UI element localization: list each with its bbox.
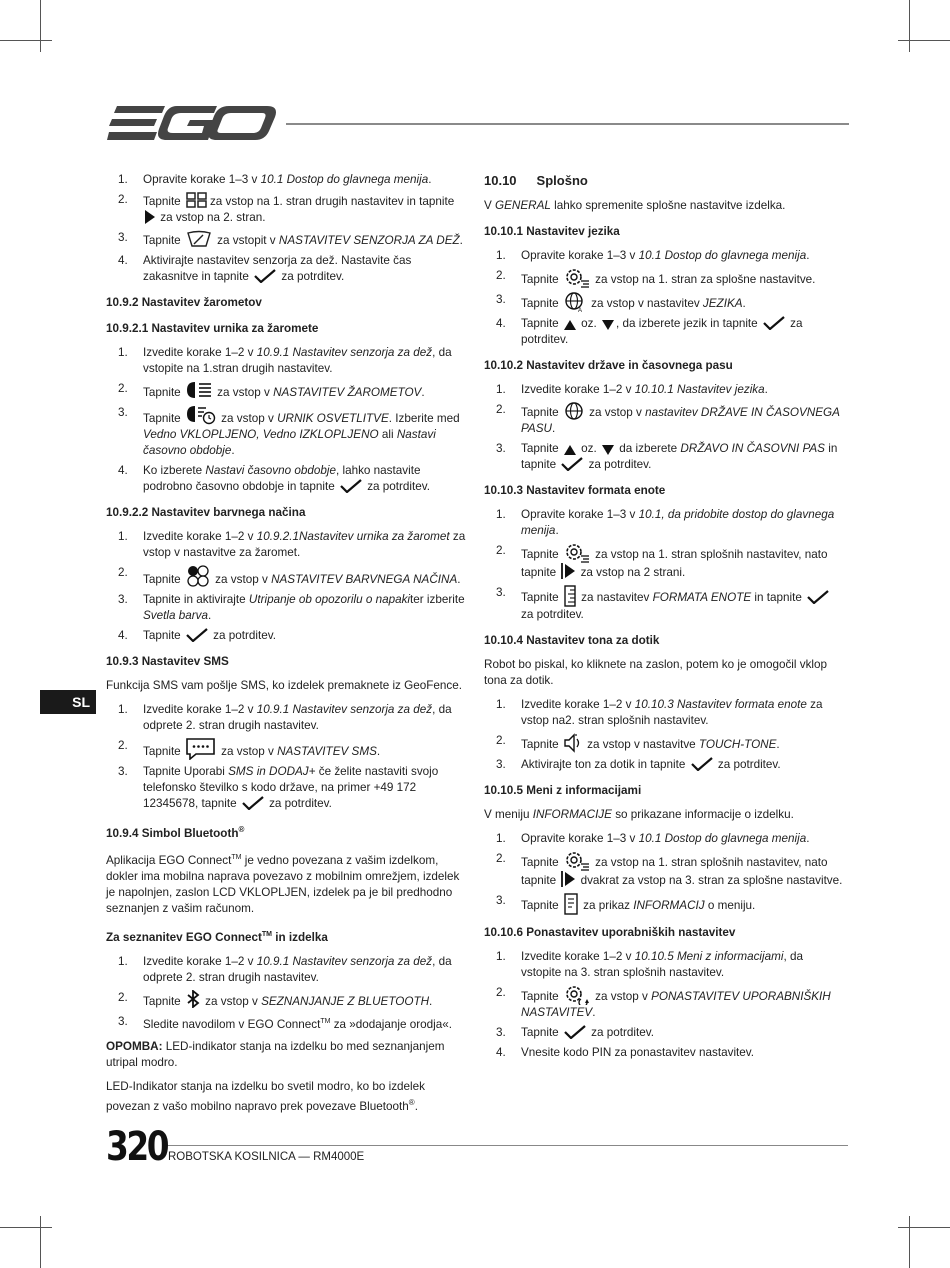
page-number: 320	[106, 1124, 168, 1170]
checkmark-icon	[254, 269, 276, 283]
svg-text:A: A	[577, 308, 582, 312]
general-settings-icon	[564, 268, 590, 288]
info-menu-list	[484, 831, 846, 915]
list-item: 4. Tapnite oz. , da izberete jezik in tapnite za potrditev.	[496, 317, 803, 346]
section-heading: 10.9.4 Simbol Bluetooth®	[106, 825, 245, 840]
headlight-timer-icon	[186, 405, 216, 425]
globe-icon	[564, 292, 586, 312]
paragraph: V meniju INFORMACIJE so prikazane informacije o izdelku.	[484, 808, 794, 821]
checkmark-icon	[186, 628, 208, 642]
list-item: 1. Izvedite korake 1–2 v 10.10.3 Nastavitev formata enote za vstop na2. stran splošnih nastavitev.	[496, 698, 823, 727]
list-item: 3. Sledite navodilom v EGO Connect™ za »dodajanje orodja«.	[118, 1014, 452, 1031]
touch-tone-list	[484, 697, 846, 773]
list-item: 1. Opravite korake 1–3 v 10.1 Dostop do glavnega menija.	[118, 173, 432, 186]
list-item: 4. Vnesite kodo PIN za ponastavitev nastavitev.	[496, 1046, 755, 1059]
list-item: 1. Opravite korake 1–3 v 10.1, da pridobite dostop do glavnega menija.	[496, 508, 835, 537]
header-rule	[286, 123, 849, 125]
next-page-icon	[561, 563, 575, 579]
left-column	[106, 172, 468, 1122]
list-item: 2. Tapnite za vstop na 1. stran drugih nastavitev in tapnite za vstop na 2. stran.	[118, 193, 455, 224]
section-heading: Za seznanitev EGO Connect™ in izdelka	[106, 930, 328, 944]
sms-icon	[186, 738, 216, 760]
note-paragraph: OPOMBA: LED-indikator stanja na izdelku bo med seznanjanjem utripal modro.	[106, 1039, 445, 1069]
list-item: 1. Izvedite korake 1–2 v 10.9.1 Nastavitev senzorja za dež, da vstopite na 1.stran drugih nastavitev.	[118, 346, 452, 375]
list-item: 1. Izvedite korake 1–2 v 10.9.1 Nastavitev senzorja za dež, da odprete 2. stran drugih nastavitev.	[118, 703, 452, 732]
grid-icon	[186, 192, 208, 208]
list-item: 1. Izvedite korake 1–2 v 10.9.1 Nastavitev senzorja za dež, da odprete 2. stran drugih nastavitev.	[118, 954, 452, 984]
list-item: 2. Tapnite za vstop na 1. stran splošnih nastavitev, nato tapnite dvakrat za vstop na 3. stran za splošne nastavitve.	[496, 852, 843, 887]
section-heading: 10.9.2.2 Nastavitev barvnega načina	[106, 506, 306, 519]
list-item: 2. Tapnite za vstop na 1. stran za splošne nastavitve.	[496, 269, 816, 286]
list-item: 4. Ko izberete Nastavi časovno obdobje, lahko nastavite podrobno časovno obdobje in tapnite za potrditev.	[118, 464, 430, 493]
paragraph: Aplikacija EGO Connect™ je vedno povezana z vašim izdelkom, dokler ima mobilna naprava povezavo z mobilnim omrežjem, izdelek je napolnjen, zaslon LCD VKLOPLJEN, izdelek pa je bil predhodno seznanjen z vašim računom.	[106, 853, 460, 915]
speaker-icon	[564, 733, 582, 753]
list-item: 2. Tapnite za vstop v NASTAVITEV SMS.	[118, 739, 381, 758]
list-item: 3. Tapnite in aktivirajte Utripanje ob opozorilu o napakiter izberite Svetla barva.	[118, 593, 465, 622]
crop-mark	[898, 40, 950, 41]
next-page-icon	[561, 871, 575, 887]
list-item: 3. Tapnite za vstopit v NASTAVITEV SENZORJA ZA DEŽ.	[118, 231, 463, 247]
crop-mark	[909, 0, 910, 52]
crop-mark	[0, 40, 52, 41]
paragraph: LED-Indikator stanja na izdelku bo svetil modro, ko bo izdelek povezan z vašo mobilno napravo prek povezave Bluetooth®.	[106, 1079, 425, 1113]
ruler-icon	[564, 585, 576, 607]
reset-settings-list	[484, 949, 846, 1061]
play-icon	[145, 210, 155, 224]
wiper-icon	[186, 230, 212, 247]
globe-icon	[564, 402, 584, 420]
arrow-up-icon	[564, 320, 576, 330]
footer-rule	[168, 1145, 848, 1146]
language-tab: SL	[40, 690, 96, 714]
crop-mark	[40, 1216, 41, 1268]
list-item: 3. Tapnite za vstop v URNIK OSVETLITVE. Izberite med Vedno VKLOPLJENO, Vedno IZKLOPLJENO ali Nastavi časovno obdobje.	[118, 406, 460, 457]
sms-list	[106, 702, 468, 812]
list-item: 3. Tapnite Uporabi SMS in DODAJ+ če želite nastaviti svojo telefonsko številko s kodo države, na primer +49 172 12345678, tapnite za potrditev.	[118, 765, 439, 810]
list-item: 3. Tapnite za prikaz INFORMACIJ o meniju.	[484, 893, 846, 915]
list-item: 2. Tapnite za vstop v nastavitve TOUCH-TONE.	[496, 734, 780, 751]
checkmark-icon	[242, 796, 264, 810]
arrow-up-icon	[564, 445, 576, 455]
list-item: 2. Tapnite za vstop v SEZNANJANJE Z BLUETOOTH.	[118, 990, 433, 1008]
list-item: 2. Tapnite za vstop v nastavitev DRŽAVE IN ČASOVNEGA PASU.	[496, 403, 840, 435]
chapter-heading: 10.10 Splošno	[484, 173, 588, 188]
list-item: 3. Tapnite oz. da izberete DRŽAVO IN ČASOVNI PAS in tapnite za potrditev.	[496, 442, 838, 471]
ego-logo	[107, 104, 277, 142]
info-document-icon	[564, 893, 578, 915]
reset-settings-icon	[564, 985, 590, 1005]
list-item: 1. Izvedite korake 1–2 v 10.10.1 Nastavitev jezika.	[496, 383, 768, 396]
footer-title: ROBOTSKA KOSILNICA — RM4000E	[168, 1151, 365, 1163]
section-heading: 10.10.6 Ponastavitev uporabniških nastavitev	[484, 926, 736, 939]
section-heading: 10.10.4 Nastavitev tona za dotik	[484, 634, 660, 647]
headlight-schedule-list	[106, 345, 468, 495]
crop-mark	[909, 1216, 910, 1268]
general-settings-icon	[564, 543, 590, 563]
checkmark-icon	[561, 457, 583, 471]
list-item: 1. Opravite korake 1–3 v 10.1 Dostop do glavnega menija.	[496, 832, 810, 845]
checkmark-icon	[340, 479, 362, 493]
country-timezone-list	[484, 382, 846, 473]
section-heading: 10.9.2 Nastavitev žarometov	[106, 296, 262, 309]
paragraph: Robot bo piskal, ko kliknete na zaslon, potem ko je omogočil vklop tona za dotik.	[484, 658, 828, 687]
right-column	[484, 172, 846, 1067]
section-heading: 10.10.3 Nastavitev formata enote	[484, 484, 666, 497]
list-item: 2. Tapnite za vstop v NASTAVITEV BARVNEGA NAČINA.	[118, 566, 461, 586]
checkmark-icon	[691, 757, 713, 771]
crop-mark	[40, 0, 41, 52]
list-item: 1. Izvedite korake 1–2 v 10.10.5 Meni z informacijami, da vstopite na 3. stran splošnih nastavitev.	[496, 950, 803, 979]
checkmark-icon	[564, 1025, 586, 1039]
unit-format-list	[484, 507, 846, 623]
list-item: 3. Tapnite A za vstop v nastavitev JEZIKA.	[496, 293, 746, 312]
arrow-down-icon	[602, 445, 614, 455]
list-item: 3. Tapnite za potrditev.	[496, 1026, 654, 1039]
section-heading: 10.10.1 Nastavitev jezika	[484, 225, 620, 238]
headlight-icon	[186, 381, 212, 399]
crop-mark	[898, 1227, 950, 1228]
list-item: 2. Tapnite za vstop na 1. stran splošnih nastavitev, nato tapnite za vstop na 2 strani.	[496, 544, 828, 579]
section-heading: 10.9.3 Nastavitev SMS	[106, 655, 229, 668]
list-item: 3. Aktivirajte ton za dotik in tapnite za potrditev.	[496, 758, 781, 771]
crop-mark	[0, 1227, 52, 1228]
checkmark-icon	[763, 316, 785, 330]
bluetooth-icon	[186, 990, 200, 1008]
list-item: 4. Tapnite za potrditev.	[118, 629, 276, 642]
intro-list	[106, 172, 468, 285]
pairing-list	[106, 954, 468, 1033]
section-heading: 10.9.2.1 Nastavitev urnika za žaromete	[106, 322, 319, 335]
general-settings-icon	[564, 851, 590, 871]
section-heading: 10.10.5 Meni z informacijami	[484, 784, 642, 797]
color-mode-list	[106, 529, 468, 644]
list-item: 2. Tapnite za vstop v NASTAVITEV ŽAROMETOV.	[118, 382, 425, 399]
list-item: 1. Opravite korake 1–3 v 10.1 Dostop do glavnega menija.	[496, 249, 810, 262]
list-item: 4. Aktivirajte nastavitev senzorja za dež. Nastavite čas zakasnitve in tapnite za potrditev.	[118, 254, 412, 283]
paragraph: Funkcija SMS vam pošlje SMS, ko izdelek premaknete iz GeoFence.	[106, 679, 462, 692]
section-heading: 10.10.2 Nastavitev države in časovnega pasu	[484, 359, 733, 372]
list-item: 2. Tapnite za vstop v PONASTAVITEV UPORABNIŠKIH NASTAVITEV.	[496, 986, 831, 1019]
checkmark-icon	[807, 590, 829, 604]
list-item: 3. Tapnite za nastavitev FORMATA ENOTE in tapnite za potrditev.	[484, 585, 846, 623]
color-mode-icon	[186, 565, 210, 587]
list-item: 1. Izvedite korake 1–2 v 10.9.2.1Nastavitev urnika za žaromet za vstop v nastavitve za žaromet.	[118, 530, 466, 559]
arrow-down-icon	[602, 320, 614, 330]
paragraph: V GENERAL lahko spremenite splošne nastavitve izdelka.	[484, 199, 786, 212]
language-list	[484, 248, 846, 348]
